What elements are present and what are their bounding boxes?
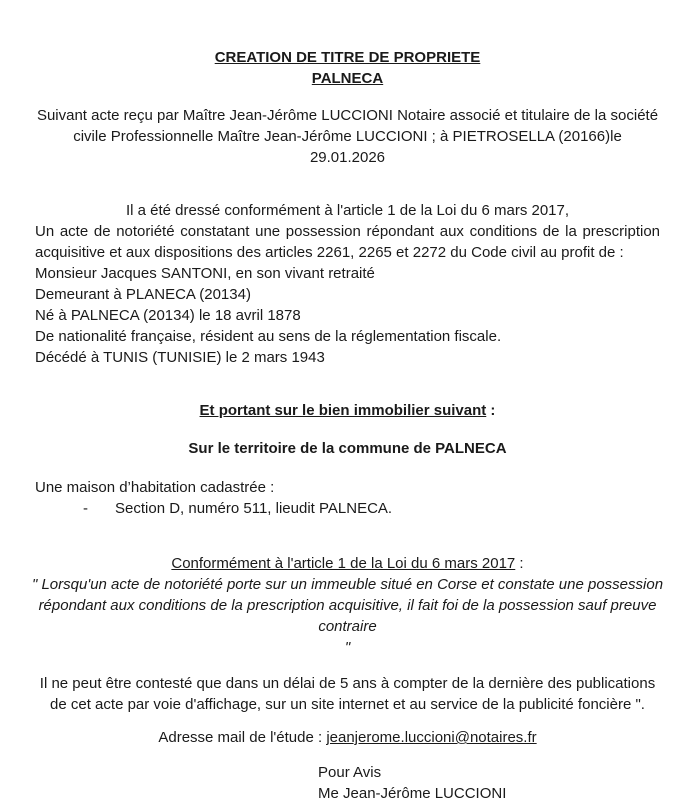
- document-title-line1: CREATION DE TITRE DE PROPRIETE: [214, 49, 481, 66]
- dash-bullet: -: [83, 500, 88, 517]
- law-quote: " Lorsqu'un acte de notoriété porte sur un immeuble situé en Corse et constate une possession répondant aux conditions de la prescription acquisitive, il fait foi de la possession sauf preuve contraire: [31, 576, 664, 635]
- beneficiary-name: Monsieur Jacques SANTONI, en son vivant retraité: [35, 265, 375, 282]
- intro-paragraph: Suivant acte reçu par Maître Jean-Jérôme LUCCIONI Notaire associé et titulaire de la société civile Professionnelle Maître Jean-Jérôme LUCCIONI ; à PIETROSELLA (20166)le 29.01.2026: [36, 107, 659, 166]
- law-heading: Conformément à l'article 1 de la Loi du 6 mars 2017 :: [171, 555, 524, 572]
- signoff-pour-avis: Pour Avis: [318, 764, 382, 781]
- email-label: Adresse mail de l'étude :: [158, 729, 327, 746]
- signoff-block: [318, 762, 660, 804]
- beneficiary-residence: Demeurant à PLANECA (20134): [35, 286, 251, 303]
- drafted-line: Il a été dressé conformément à l'article 1 de la Loi du 6 mars 2017,: [125, 202, 570, 219]
- signoff-notary-name: Me Jean-Jérôme LUCCIONI: [318, 785, 507, 802]
- law-quote-closing-mark: ": [344, 639, 351, 656]
- beneficiary-birth: Né à PALNECA (20134) le 18 avril 1878: [35, 307, 301, 324]
- email-line: [35, 727, 660, 748]
- territory-heading: Sur le territoire de la commune de PALNECA: [188, 440, 507, 457]
- beneficiary-death: Décédé à TUNIS (TUNISIE) le 2 mars 1943: [35, 349, 325, 366]
- house-intro-line: Une maison d’habitation cadastrée :: [35, 479, 275, 496]
- property-heading: Et portant sur le bien immobilier suivant :: [199, 402, 496, 419]
- email-link[interactable]: jeanjerome.luccioni@notaires.fr: [326, 729, 537, 746]
- house-item-text: Section D, numéro 511, lieudit PALNECA.: [115, 500, 393, 517]
- document-title-line2: PALNECA: [311, 70, 384, 87]
- beneficiary-block: [35, 263, 660, 368]
- contest-paragraph: Il ne peut être contesté que dans un délai de 5 ans à compter de la dernière des publications de cet acte par voie d'affichage, sur un site internet et au service de la publicité foncière ".: [39, 675, 656, 713]
- document-title: [35, 47, 660, 89]
- beneficiary-nationality: De nationalité française, résident au sens de la réglementation fiscale.: [35, 328, 502, 345]
- act-paragraph: Un acte de notoriété constatant une possession répondant aux conditions de la prescription acquisitive et aux dispositions des articles 2261, 2265 et 2272 du Code civil au profit de :: [35, 223, 660, 261]
- house-list-item: [35, 498, 660, 519]
